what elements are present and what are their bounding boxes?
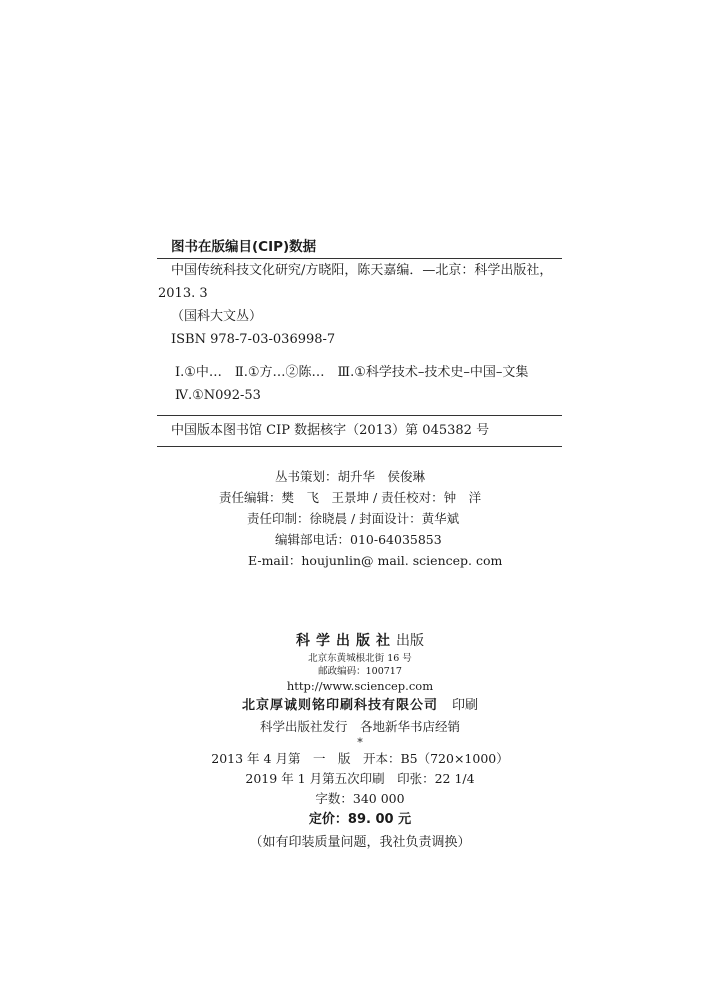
publisher-postcode: 邮政编码：100717	[318, 666, 402, 677]
distribution-line: 科学出版社发行 各地新华书店经销	[259, 719, 460, 734]
printer-name	[0, 695, 720, 717]
cip-block	[157, 236, 562, 447]
cip-line-series: （国科大文丛）	[171, 309, 263, 324]
cip-body	[157, 259, 562, 407]
cip-line-date: 2013. 3	[158, 286, 208, 301]
edition-line: 2013 年 4 月第 一 版 开本：B5（720×1000）	[211, 751, 509, 766]
printer-name-suffix: 印刷	[452, 698, 479, 713]
separator-star: *	[357, 736, 363, 749]
cip-line-subjects: Ⅰ.①中… Ⅱ.①方…②陈… Ⅲ.①科学技术–技术史–中国–文集	[175, 365, 529, 380]
cip-line-isbn: ISBN 978-7-03-036998-7	[171, 332, 336, 347]
quality-note: （如有印装质量问题，我社负责调换）	[249, 835, 471, 850]
publisher-url: http://www.sciencep.com	[286, 679, 434, 693]
publisher-name-suffix: 出版	[396, 633, 424, 649]
credit-planner: 丛书策划：胡升华 侯俊琳	[275, 469, 426, 484]
price-line: 定价：89. 00 元	[308, 812, 412, 827]
credit-email: E-mail：houjunlin@ mail. sciencep. com	[248, 553, 503, 568]
printing-line: 2019 年 1 月第五次印刷 印张：22 1/4	[245, 771, 475, 786]
printer-name-text: 北京厚诚则铭印刷科技有限公司	[241, 698, 438, 713]
credits-block	[0, 466, 720, 571]
publisher-address: 北京东黄城根北街 16 号	[308, 653, 412, 664]
cip-number: 中国版本图书馆 CIP 数据核字（2013）第 045382 号	[171, 423, 490, 438]
credit-printing: 责任印制：徐晓晨 / 封面设计：黄华斌	[247, 511, 460, 526]
credit-editors: 责任编辑：樊 飞 王景坤 / 责任校对：钟 洋	[219, 490, 482, 505]
word-count-line: 字数：340 000	[315, 791, 405, 806]
credit-phone: 编辑部电话：010-64035853	[275, 532, 442, 547]
cip-bottom-rule	[157, 446, 562, 447]
publisher-block	[0, 630, 720, 856]
publisher-name-text: 科学出版社	[296, 633, 396, 649]
cip-gap	[157, 351, 562, 361]
cip-line-title: 中国传统科技文化研究/方晓阳，陈天嘉编．—北京：科学出版社，	[171, 263, 553, 278]
publisher-name	[0, 630, 720, 652]
cip-line-classification: Ⅳ.①N092-53	[175, 388, 261, 403]
cip-title: 图书在版编目(CIP)数据	[171, 239, 317, 255]
